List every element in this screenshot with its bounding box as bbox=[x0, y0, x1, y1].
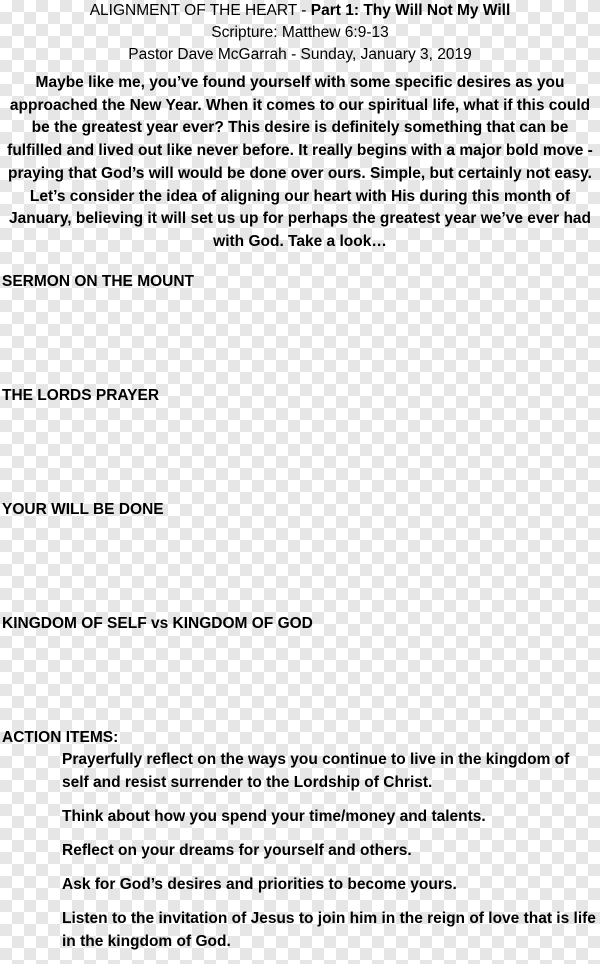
document-header bbox=[0, 0, 600, 66]
title-prefix: ALIGNMENT OF THE HEART - bbox=[89, 2, 311, 19]
section-heading-kingdom: KINGDOM OF SELF vs KINGDOM OF GOD bbox=[2, 615, 313, 632]
section-heading-action-items: ACTION ITEMS: bbox=[2, 729, 119, 746]
action-item: Think about how you spend your time/money and talents. bbox=[62, 808, 486, 825]
action-items-list bbox=[62, 748, 600, 964]
action-item: Prayerfully reflect on the ways you continue to live in the kingdom of self and resist surrender to the Lordship of Christ. bbox=[62, 751, 570, 791]
section-heading-lords-prayer: THE LORDS PRAYER bbox=[2, 387, 160, 404]
intro-paragraph: Maybe like me, you’ve found yourself with some specific desires as you approached the New Year. When it comes to our spiritual life, what if this could be the greatest year ever? This desire is definitely something that can be fulfilled and lived out like never before. It really begins with a major bold move - praying that God’s will would be done over ours. Simple, but certainly not easy. Let’s consider the idea of aligning our heart with His during this month of January, believing it will set us up for perhaps the greatest year we’ve ever had with God. Take a look… bbox=[7, 74, 593, 250]
action-item: Reflect on your dreams for yourself and others. bbox=[62, 842, 412, 859]
action-item: Listen to the invitation of Jesus to join him in the reign of love that is life in the kingdom of God. bbox=[62, 910, 596, 950]
section-heading-sermon-on-the-mount: SERMON ON THE MOUNT bbox=[2, 273, 195, 290]
title-part: Part 1: Thy Will Not My Will bbox=[310, 2, 511, 19]
document-title bbox=[0, 0, 600, 22]
pastor-and-date: Pastor Dave McGarrah - Sunday, January 3, 2019 bbox=[128, 46, 472, 63]
section-heading-your-will: YOUR WILL BE DONE bbox=[2, 501, 164, 518]
action-item: Ask for God’s desires and priorities to become yours. bbox=[62, 876, 457, 893]
scripture-reference: Scripture: Matthew 6:9-13 bbox=[211, 24, 389, 41]
